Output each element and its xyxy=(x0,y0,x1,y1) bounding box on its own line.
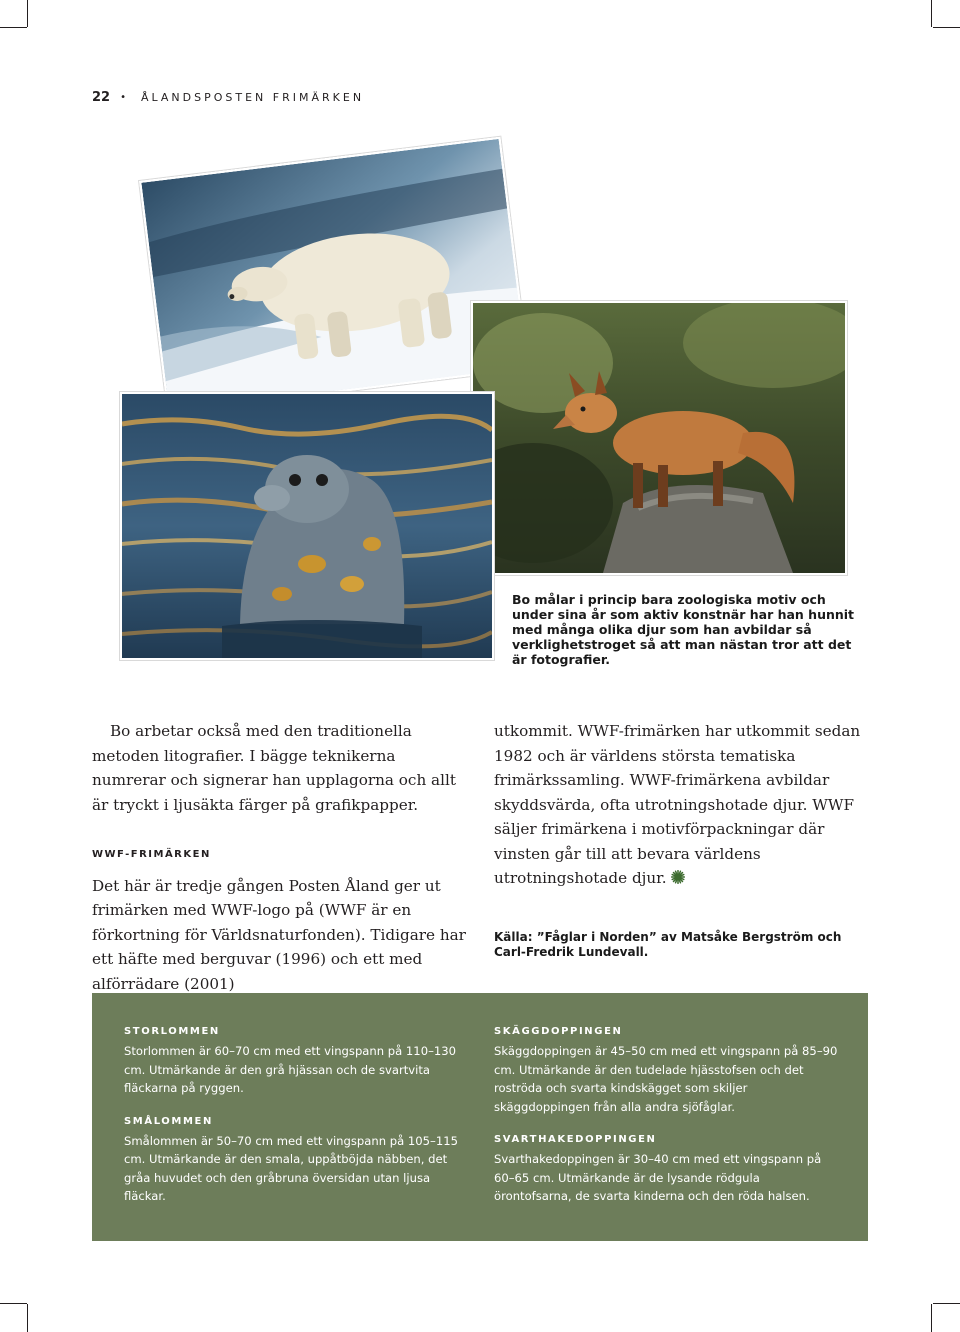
bullet-separator: • xyxy=(120,92,129,103)
crop-mark-bottom-left-v xyxy=(27,1304,28,1332)
fact-entry xyxy=(494,1026,839,1116)
crop-mark-bottom-right-v xyxy=(931,1304,932,1332)
fact-entry xyxy=(494,1134,839,1206)
paragraph-wwf: Det här är tredje gången Posten Åland ger ut frimärken med WWF-logo på (WWF är en förkortning för Världsnaturfonden). Tidigare har ett häfte med berguvar (1996) och ett med alförrädare (2001) xyxy=(92,876,466,993)
bird-facts-box xyxy=(92,993,868,1241)
fact-title: SKÄGGDOPPINGEN xyxy=(494,1026,623,1037)
fact-text: Svarthakedoppingen är 30–40 cm med ett vingspann på 60–65 cm. Utmärkande är de lysande rödgula örontofsarna, de svarta kinderna och den röda halsen. xyxy=(494,1152,822,1203)
crop-mark-top-right-v xyxy=(931,0,932,27)
seal-painting xyxy=(120,392,494,660)
crop-mark-top-right-h xyxy=(933,27,960,28)
left-column xyxy=(92,719,466,996)
fact-title: SVARTHAKEDOPPINGEN xyxy=(494,1134,657,1145)
paragraph-wwf-continued xyxy=(494,719,868,891)
publication-title: ÅLANDSPOSTEN FRIMÄRKEN xyxy=(141,91,365,104)
fact-text: Skäggdoppingen är 45–50 cm med ett vingspann på 85–90 cm. Utmärkande är den tudelade hjässtofsen och det roströda och svarta kindskägget som skiljer skäggdoppingen från alla andra sjöfåglar. xyxy=(494,1044,838,1114)
crop-mark-top-left-h xyxy=(0,27,27,28)
fox-painting xyxy=(471,301,847,575)
fact-text: Smålommen är 50–70 cm med ett vingspann på 105–115 cm. Utmärkande är den smala, uppåtböjda näbben, det gråa huvudet och den gråbruna översidan utan ljusa fläckar. xyxy=(124,1133,458,1203)
fact-title: STORLOMMEN xyxy=(124,1026,220,1037)
fact-text: Storlommen är 60–70 cm med ett vingspann på 110–130 cm. Utmärkande är den grå hjässan och de svartvita fläckarna på ryggen. xyxy=(124,1044,456,1095)
paragraph-lithography: Bo arbetar också med den traditionella metoden litografier. I bägge teknikerna numrerar och signerar han upplagorna och allt är tryckt i ljusäkta färger på grafikpapper. xyxy=(92,722,456,814)
fox-illustration xyxy=(473,303,845,573)
star-burst-icon xyxy=(671,870,685,884)
fact-entry xyxy=(124,1026,469,1098)
seal-illustration xyxy=(122,394,492,658)
crop-mark-top-left-v xyxy=(27,0,28,27)
crop-mark-bottom-left-h xyxy=(0,1303,27,1304)
paragraph-wwf-continued-text: utkommit. WWF-frimärken har utkommit sedan 1982 och är världens största tematiska frimärkssamling. WWF-frimärkena avbildar skyddsvärda, ofta utrotningshotade djur. WWF säljer frimärkena i motivförpackningar där vinsten går till att bevara världens utrotningshotade djur. xyxy=(494,722,861,887)
facts-right-column xyxy=(494,1026,839,1224)
subheading-wwf: WWF-FRIMÄRKEN xyxy=(92,849,211,860)
running-header xyxy=(92,90,364,105)
fact-entry xyxy=(124,1116,469,1206)
crop-mark-bottom-right-h xyxy=(933,1303,960,1304)
facts-left-column xyxy=(124,1026,469,1224)
fact-title: SMÅLOMMEN xyxy=(124,1115,213,1127)
polar-bear-illustration xyxy=(141,139,526,411)
photo-caption: Bo målar i princip bara zoologiska motiv och under sina år som aktiv konstnär har han hunnit med många olika djur som han avbildar så verklighetstroget så att man nästan tror att det är fotografier. xyxy=(512,592,855,667)
source-citation: Källa: ”Fåglar i Norden” av Matsåke Bergström och Carl-Fredrik Lundevall. xyxy=(494,930,842,959)
page-number: 22 xyxy=(92,90,111,105)
right-column xyxy=(494,719,868,891)
